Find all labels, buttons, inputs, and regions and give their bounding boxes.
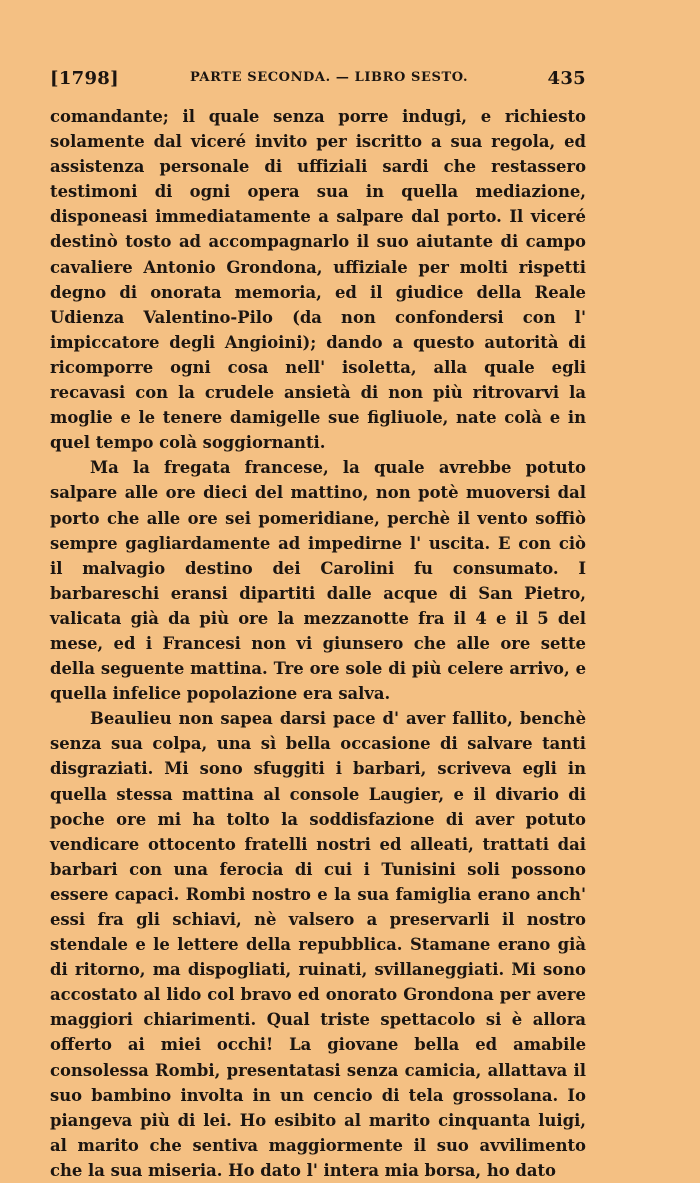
header-title: PARTE SECONDA. — LIBRO SESTO. [190,70,469,85]
header-year: [1798] [50,68,119,89]
paragraph-3: Beaulieu non sapea darsi pace d' aver fallito, benchè senza sua colpa, una sì bella occasione di salvare tanti disgraziati. Mi sono sfuggiti i barbari, scriveva egli in quella stessa mattina al console Laugier, e il divario di poche ore mi ha tolto la soddisfazione di aver potuto vendicare ottocento fratelli nostri ed alleati, trattati dai barbari con una ferocia di cui i Tunisini soli possono essere capaci. Rombi nostro e la sua famiglia erano anch' essi fra gli schiavi, nè valsero a preservarli il nostro stendale e le lettere della repubblica. Stamane erano già di ritorno, ma dispogliati, ruinati, svillaneggiati. Mi sono accostato al lido col bravo ed onorato Grondona per avere maggiori chiarimenti. Qual triste spettacolo si è allora offerto ai miei occhi! La giovane bella ed amabile consolessa Rombi, presentatasi senza camicia, allattava il suo bambino involta in un cencio di tela grossolana. Io piangeva più di lei. Ho esibito al marito cinquanta luigi, al marito che sentiva maggiormente il suo avvilimento che la sua miseria. Ho dato l' intera mia borsa, ho dato [50,709,586,1180]
page-header [50,68,586,90]
paragraph-2: Ma la fregata francese, la quale avrebbe potuto salpare alle ore dieci del mattino, non potè muoversi dal porto che alle ore sei pomeridiane, perchè il vento soffiò sempre gagliardamente ad impedirne l' uscita. E con ciò il malvagio destino dei Carolini fu consumato. I barbareschi eransi dipartiti dalle acque di San Pietro, valicata già da più ore la mezzanotte fra il 4 e il 5 del mese, ed i Francesi non vi giunsero che alle ore sette della seguente mattina. Tre ore sole di più celere arrivo, e quella infelice popolazione era salva. [50,458,586,704]
paragraph-1: comandante; il quale senza porre indugi, e richiesto solamente dal viceré invito per iscritto a sua regola, ed assistenza personale di uffiziali sardi che restassero testimoni di ogni opera sua in quella mediazione, disponeasi immediatamente a salpare dal porto. Il viceré destinò tosto ad accompagnarlo il suo aiutante di campo cavaliere Antonio Grondona, uffiziale per molti rispetti degno di onorata memoria, ed il giudice della Reale Udienza Valentino-Pilo (da non confondersi con l' impiccatore degli Angioini); dando a questo autorità di ricomporre ogni cosa nell' isoletta, alla quale egli recavasi con la crudele ansietà di non più ritrovarvi la moglie e le tenere damigelle sue figliuole, nate colà e in quel tempo colà soggiornanti. [50,107,586,453]
body-text [50,104,586,1183]
page-number: 435 [547,68,586,89]
